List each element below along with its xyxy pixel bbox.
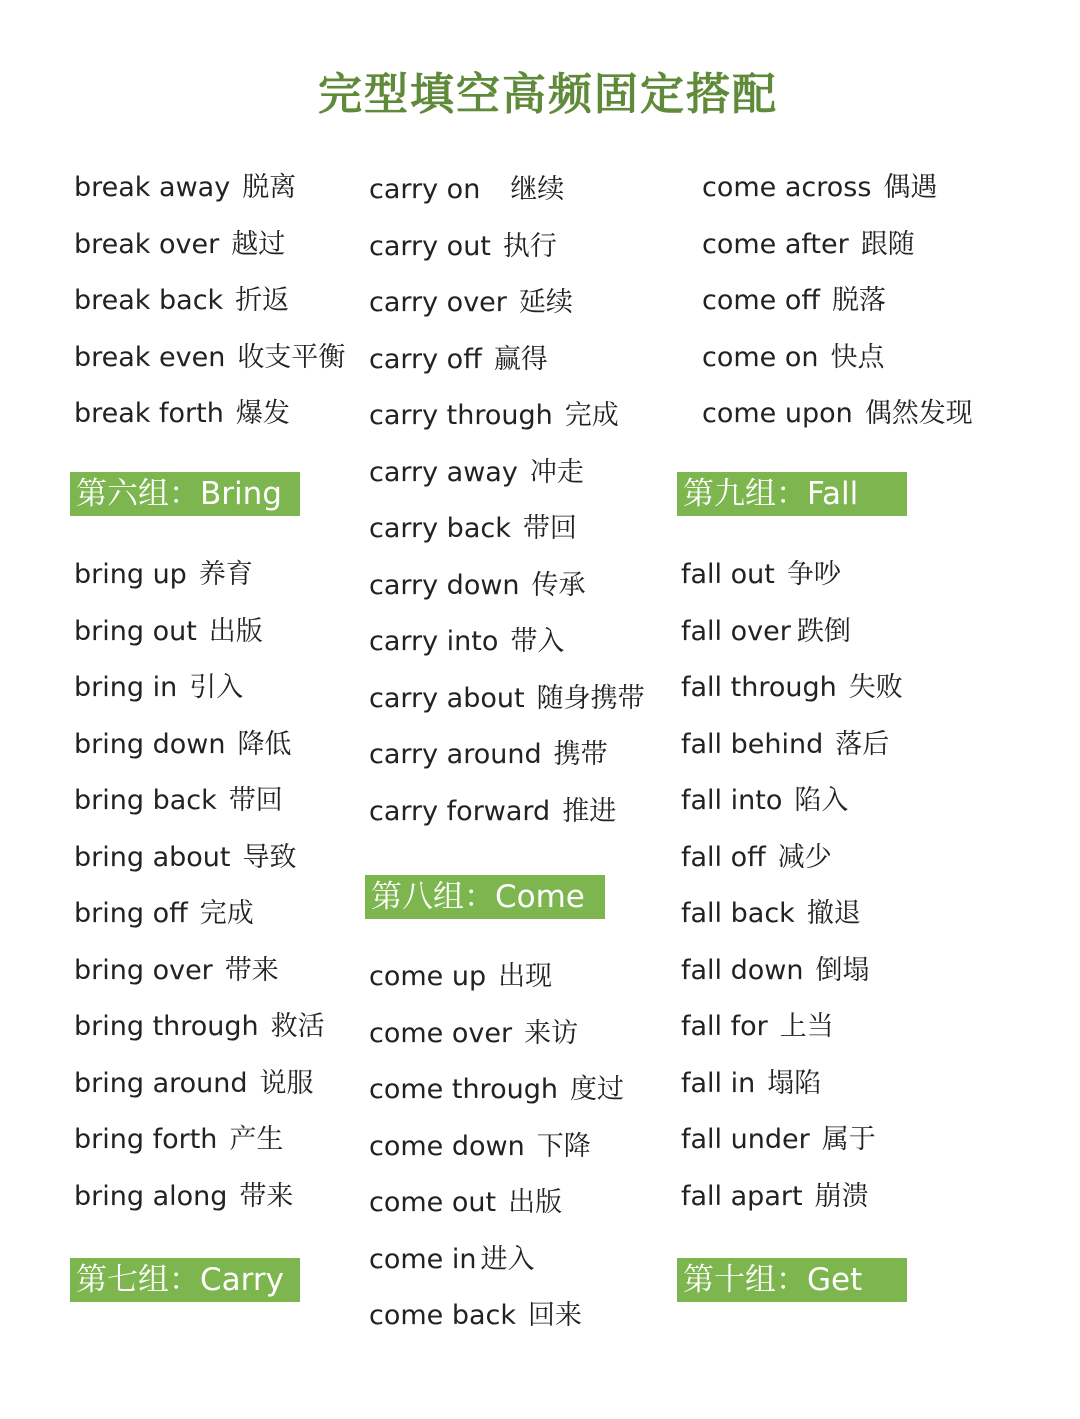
- phrase-item: [369, 737, 608, 773]
- phrase-en: fall back: [681, 898, 795, 929]
- phrase-item: [74, 1009, 325, 1045]
- phrase-item: [74, 896, 254, 932]
- phrase-en: fall in: [681, 1068, 756, 1099]
- phrase-item: [74, 396, 290, 432]
- phrase-en: carry on: [369, 174, 481, 205]
- phrase-en: come through: [369, 1074, 558, 1105]
- phrase-item: [74, 614, 263, 650]
- phrase-en: bring in: [74, 672, 178, 703]
- phrase-zh: 救活: [270, 1011, 325, 1042]
- phrase-en: carry through: [369, 400, 553, 431]
- phrase-zh: 传承: [531, 570, 586, 601]
- phrase-en: carry around: [369, 739, 542, 770]
- phrase-item: [369, 285, 573, 321]
- group-header-fall: 第九组：Fall: [677, 472, 907, 516]
- phrase-en: come back: [369, 1300, 517, 1331]
- phrase-zh: 出版: [508, 1187, 563, 1218]
- phrase-zh: 失败: [848, 672, 903, 703]
- phrase-zh: 导致: [242, 842, 297, 873]
- phrase-zh: 回来: [528, 1300, 583, 1331]
- phrase-en: bring about: [74, 842, 231, 873]
- phrase-item: [74, 1179, 293, 1215]
- phrase-zh: 属于: [821, 1124, 876, 1155]
- phrase-item: [369, 172, 564, 208]
- phrase-item: [369, 1185, 562, 1221]
- phrase-en: break over: [74, 229, 220, 260]
- phrase-zh: 完成: [564, 400, 619, 431]
- phrase-zh: 带回: [228, 785, 283, 816]
- phrase-zh: 带来: [239, 1181, 294, 1212]
- phrase-en: fall down: [681, 955, 804, 986]
- phrase-en: carry away: [369, 457, 518, 488]
- phrase-item: [681, 727, 889, 763]
- phrase-item: [681, 953, 870, 989]
- phrase-zh: 脱落: [831, 285, 886, 316]
- phrase-item: [369, 1242, 534, 1278]
- phrase-zh: 推进: [562, 796, 617, 827]
- phrase-en: bring forth: [74, 1124, 218, 1155]
- phrase-item: [74, 953, 279, 989]
- phrase-zh: 偶遇: [883, 172, 938, 203]
- phrase-en: fall through: [681, 672, 837, 703]
- phrase-zh: 完成: [199, 898, 254, 929]
- phrase-en: come after: [702, 229, 849, 260]
- phrase-en: fall behind: [681, 729, 824, 760]
- phrase-zh: 减少: [777, 842, 832, 873]
- phrase-en: fall out: [681, 559, 775, 590]
- phrase-item: [681, 1066, 821, 1102]
- phrase-en: fall under: [681, 1124, 810, 1155]
- phrase-item: [74, 1066, 314, 1102]
- phrase-zh: 带入: [510, 626, 565, 657]
- phrase-item: [681, 783, 848, 819]
- phrase-en: carry off: [369, 344, 482, 375]
- phrase-item: [681, 1122, 876, 1158]
- phrase-item: [74, 783, 283, 819]
- phrase-en: bring around: [74, 1068, 248, 1099]
- phrase-item: [702, 396, 973, 432]
- phrase-zh: 随身携带: [536, 683, 645, 714]
- phrase-zh: 来访: [524, 1018, 579, 1049]
- phrase-en: come up: [369, 961, 487, 992]
- phrase-en: come over: [369, 1018, 513, 1049]
- group-header-bring: 第六组：Bring: [70, 472, 300, 516]
- phrase-zh: 收支平衡: [237, 342, 346, 373]
- phrase-item: [74, 170, 296, 206]
- phrase-en: carry out: [369, 231, 491, 262]
- phrase-zh: 落后: [835, 729, 890, 760]
- phrase-item: [74, 340, 345, 376]
- phrase-item: [702, 227, 915, 263]
- phrase-en: break forth: [74, 398, 224, 429]
- phrase-item: [681, 840, 832, 876]
- phrase-zh: 爆发: [235, 398, 290, 429]
- phrase-en: carry forward: [369, 796, 551, 827]
- phrase-item: [74, 840, 296, 876]
- phrase-en: come on: [702, 342, 819, 373]
- phrase-item: [369, 959, 552, 995]
- phrase-zh: 争吵: [786, 559, 841, 590]
- phrase-en: bring up: [74, 559, 187, 590]
- phrase-zh: 冲走: [529, 457, 584, 488]
- phrase-en: come off: [702, 285, 820, 316]
- phrase-item: [74, 670, 243, 706]
- phrase-zh: 快点: [830, 342, 885, 373]
- phrase-zh: 养育: [198, 559, 253, 590]
- phrase-en: fall over: [681, 616, 791, 647]
- phrase-zh: 塌陷: [767, 1068, 822, 1099]
- phrase-zh: 继续: [510, 174, 565, 205]
- phrase-en: break back: [74, 285, 224, 316]
- phrase-en: come down: [369, 1131, 525, 1162]
- phrase-zh: 赢得: [493, 344, 548, 375]
- phrase-en: come in: [369, 1244, 477, 1275]
- phrase-item: [369, 681, 645, 717]
- phrase-item: [369, 398, 619, 434]
- phrase-zh: 下降: [536, 1131, 591, 1162]
- phrase-en: break even: [74, 342, 226, 373]
- phrase-item: [74, 227, 285, 263]
- phrase-en: carry about: [369, 683, 525, 714]
- phrase-en: carry into: [369, 626, 499, 657]
- phrase-item: [369, 229, 557, 265]
- phrase-item: [369, 1129, 591, 1165]
- phrase-zh: 带回: [522, 513, 577, 544]
- phrase-zh: 携带: [553, 739, 608, 770]
- phrase-en: bring over: [74, 955, 213, 986]
- phrase-zh: 上当: [779, 1011, 834, 1042]
- phrase-en: break away: [74, 172, 231, 203]
- phrase-en: fall apart: [681, 1181, 803, 1212]
- phrase-item: [74, 727, 291, 763]
- phrase-en: come out: [369, 1187, 497, 1218]
- phrase-zh: 出版: [208, 616, 263, 647]
- phrase-zh: 倒塌: [815, 955, 870, 986]
- phrase-item: [369, 624, 564, 660]
- phrase-zh: 脱离: [242, 172, 297, 203]
- group-header-come: 第八组：Come: [365, 875, 605, 919]
- phrase-item: [702, 283, 886, 319]
- phrase-item: [369, 1016, 578, 1052]
- phrase-zh: 进入: [480, 1244, 535, 1275]
- phrase-item: [702, 340, 885, 376]
- phrase-zh: 带来: [224, 955, 279, 986]
- phrase-item: [681, 1009, 834, 1045]
- phrase-item: [681, 1179, 869, 1215]
- phrase-item: [369, 455, 584, 491]
- phrase-zh: 跌倒: [796, 616, 851, 647]
- phrase-zh: 折返: [235, 285, 290, 316]
- phrase-zh: 产生: [229, 1124, 284, 1155]
- phrase-item: [74, 557, 253, 593]
- phrase-item: [369, 342, 548, 378]
- phrase-en: carry down: [369, 570, 520, 601]
- phrase-zh: 撤退: [806, 898, 861, 929]
- phrase-en: come across: [702, 172, 872, 203]
- phrase-zh: 引入: [189, 672, 244, 703]
- phrase-item: [369, 1072, 624, 1108]
- phrase-item: [369, 1298, 582, 1334]
- phrase-zh: 偶然发现: [864, 398, 973, 429]
- phrase-item: [681, 670, 903, 706]
- phrase-en: bring off: [74, 898, 188, 929]
- phrase-en: bring down: [74, 729, 226, 760]
- phrase-en: carry over: [369, 287, 507, 318]
- phrase-item: [369, 794, 616, 830]
- phrase-zh: 说服: [259, 1068, 314, 1099]
- page-title: 完型填空高频固定搭配: [318, 69, 778, 120]
- phrase-en: fall for: [681, 1011, 768, 1042]
- phrase-zh: 降低: [237, 729, 292, 760]
- phrase-item: [369, 568, 586, 604]
- phrase-en: fall into: [681, 785, 783, 816]
- phrase-item: [681, 614, 851, 650]
- phrase-en: carry back: [369, 513, 511, 544]
- phrase-zh: 延续: [518, 287, 573, 318]
- phrase-en: bring out: [74, 616, 197, 647]
- group-header-carry: 第七组：Carry: [70, 1258, 300, 1302]
- phrase-en: come upon: [702, 398, 853, 429]
- phrase-zh: 出现: [498, 961, 553, 992]
- phrase-en: bring through: [74, 1011, 259, 1042]
- phrase-item: [681, 896, 861, 932]
- phrase-en: bring back: [74, 785, 217, 816]
- phrase-zh: 崩溃: [814, 1181, 869, 1212]
- phrase-zh: 度过: [569, 1074, 624, 1105]
- phrase-zh: 跟随: [860, 229, 915, 260]
- phrase-item: [681, 557, 841, 593]
- phrase-zh: 执行: [502, 231, 557, 262]
- phrase-item: [74, 283, 289, 319]
- phrase-zh: 越过: [231, 229, 286, 260]
- phrase-en: bring along: [74, 1181, 228, 1212]
- phrase-en: fall off: [681, 842, 766, 873]
- phrase-item: [702, 170, 937, 206]
- phrase-item: [74, 1122, 283, 1158]
- phrase-item: [369, 511, 577, 547]
- group-header-get: 第十组：Get: [677, 1258, 907, 1302]
- phrase-zh: 陷入: [794, 785, 849, 816]
